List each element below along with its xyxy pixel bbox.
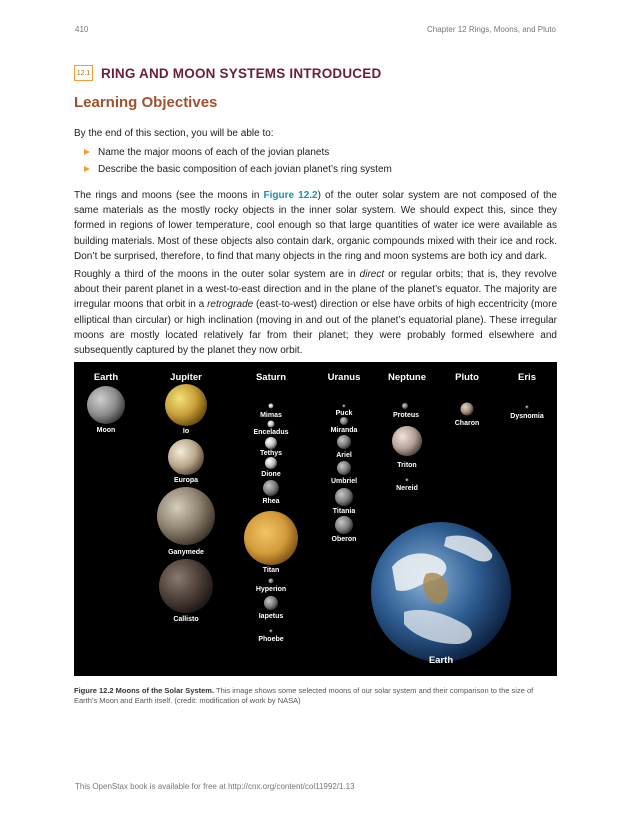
moon-label: Titania	[332, 508, 356, 515]
section-title: RING AND MOON SYSTEMS INTRODUCED	[101, 65, 382, 81]
moon-label: Ariel	[336, 452, 352, 459]
triangle-bullet-icon	[84, 166, 90, 172]
moon-label: Nereid	[396, 485, 418, 492]
moon-label: Proteus	[392, 412, 420, 419]
objectives-list	[84, 144, 392, 178]
moon-body	[159, 559, 213, 613]
moon-label: Umbriel	[330, 478, 358, 485]
moons-figure	[74, 362, 557, 676]
moon-label: Charon	[454, 420, 480, 427]
moon-body	[269, 579, 274, 584]
moon-body	[265, 437, 277, 449]
chapter-header: Chapter 12 Rings, Moons, and Pluto	[427, 25, 556, 34]
figure-link[interactable]: Figure 12.2	[263, 190, 318, 201]
moon-label: Phoebe	[258, 636, 284, 643]
moon-body	[168, 439, 204, 475]
moon-label: Io	[182, 428, 190, 435]
column-header: Uranus	[327, 372, 361, 383]
body-paragraph-1: The rings and moons (see the moons in Figure 12.2) of the outer solar system are not composed of the same materials as the mostly rocky objects in the inner solar system. We should expect this, since they formed in regions of lower temperature, cool enough so that large quantities of water ice were available as building materials. Most of these objects also contain dark, organic compounds mixed with their ice and rock. Don’t be surprised, therefore, to find that many objects in the ring and moon systems are both icy and dark.	[74, 190, 557, 262]
body-paragraph-2: Roughly a third of the moons in the outer solar system are in direct or regular orbits; that is, they revolve about their parent planet in a west-to-east direction and in the plane of the planet’s equator. The majority are irregular moons that orbit in a retrograde (east-to-west) direction or else have orbits of high eccentricity (more elliptical than circular) or high inclination (moving in and out of the planet’s equatorial plane). These irregular moons are mostly located relatively far from their planet; they were probably formed elsewhere and subsequently captured by the planet they now orbit.	[74, 269, 558, 357]
moon-label: Mimas	[260, 412, 282, 419]
column-header: Neptune	[388, 372, 426, 383]
moon-body	[337, 435, 351, 449]
moon-body	[526, 406, 529, 409]
moon-body	[343, 405, 346, 408]
moon-label: Dysnomia	[510, 413, 544, 420]
moon-body	[392, 426, 422, 456]
section-number: 12.1	[74, 65, 93, 81]
moon-body	[337, 461, 351, 475]
moon-body	[269, 404, 274, 409]
moon-label: Titan	[262, 567, 280, 574]
earth-label: Earth	[428, 655, 454, 666]
moon-label: Triton	[397, 462, 417, 469]
objective-item: Name the major moons of each of the jovian planets	[84, 144, 392, 161]
moon-body	[335, 516, 353, 534]
moon-body	[265, 457, 277, 469]
moon-body	[335, 488, 353, 506]
column-header: Pluto	[455, 372, 479, 383]
column-header: Jupiter	[170, 372, 202, 383]
moon-label: Hyperion	[255, 586, 287, 593]
moon-label: Ganymede	[168, 549, 204, 556]
moon-body	[157, 487, 215, 545]
moon-body	[402, 403, 408, 409]
page-number: 410	[75, 25, 89, 34]
moon-label: Miranda	[330, 427, 358, 434]
moon-label: Iapetus	[258, 613, 284, 620]
figure-caption: Figure 12.2 Moons of the Solar System. This image shows some selected moons of our solar system and their comparison to the size of Earth’s Moon and Earth itself. (credit: modification of work by NASA)	[74, 686, 534, 705]
moon-label: Rhea	[262, 498, 280, 505]
moon-label: Tethys	[259, 450, 283, 457]
moon-body	[461, 403, 474, 416]
moon-body	[340, 417, 348, 425]
moon-label: Callisto	[173, 616, 199, 623]
moon-label: Puck	[335, 410, 353, 417]
column-header: Saturn	[255, 372, 287, 383]
moon-body	[270, 630, 273, 633]
moon-body	[268, 421, 275, 428]
learning-objectives-intro: By the end of this section, you will be able to:	[74, 128, 274, 139]
moon-label: Enceladus	[253, 429, 289, 436]
learning-objectives-title: Learning Objectives	[74, 94, 218, 111]
section-heading	[74, 65, 381, 81]
column-header: Earth	[93, 372, 119, 383]
objective-item: Describe the basic composition of each jovian planet’s ring system	[84, 161, 392, 178]
moon-body	[244, 511, 298, 565]
footer-note: This OpenStax book is available for free at http://cnx.org/content/col11992/1.13	[75, 782, 355, 791]
moon-body	[263, 480, 279, 496]
moon-label: Dione	[261, 471, 281, 478]
moon-body	[264, 596, 278, 610]
moon-body	[165, 384, 207, 426]
triangle-bullet-icon	[84, 149, 90, 155]
column-header: Eris	[518, 372, 536, 383]
moon-body	[87, 386, 125, 424]
moon-label: Europa	[173, 477, 199, 484]
moon-label: Oberon	[331, 536, 357, 543]
moon-label: Moon	[96, 427, 116, 434]
moon-body	[406, 479, 409, 482]
